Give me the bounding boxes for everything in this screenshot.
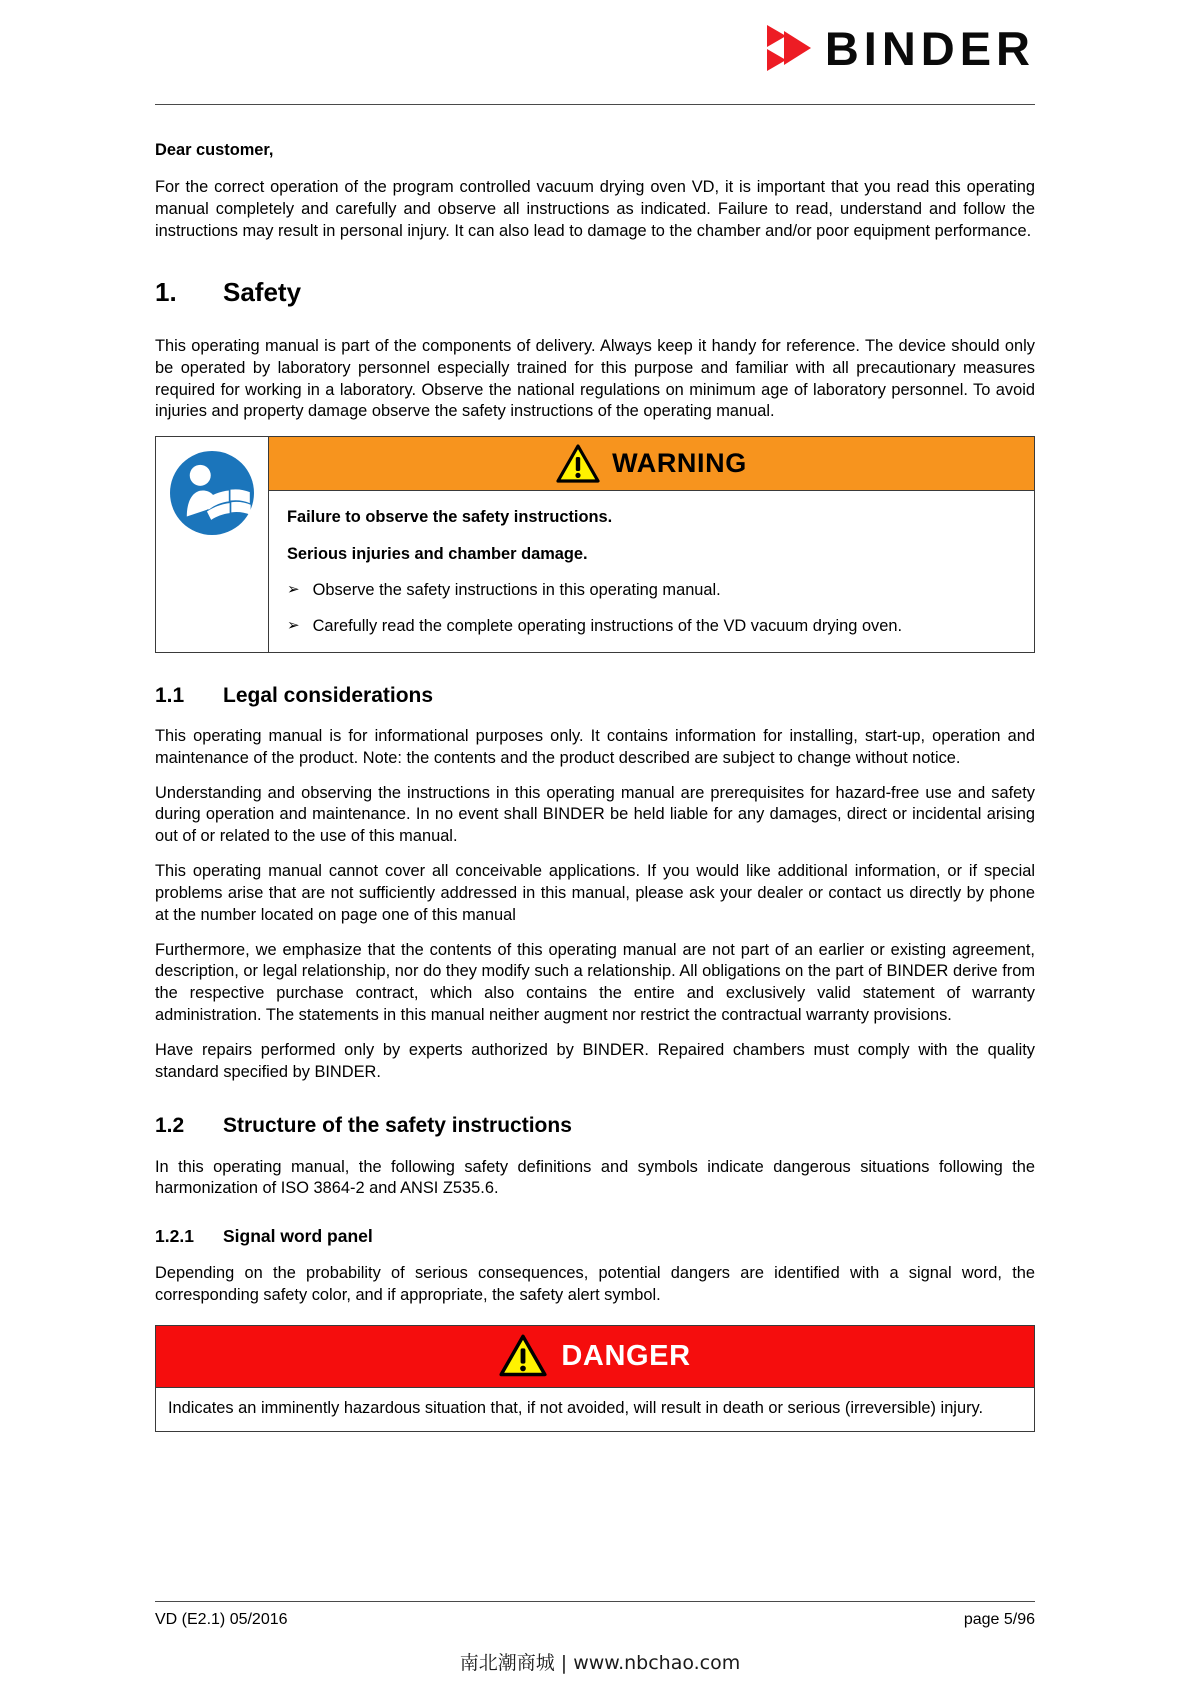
heading-safety-number: 1. — [155, 276, 177, 307]
heading-legal-considerations — [155, 683, 1035, 708]
warning-triangle-icon — [499, 1334, 547, 1378]
legal-paragraph-3: This operating manual cannot cover all conceivable applications. If you would like additional information, or if special problems arise that are not sufficiently addressed in this manual, please ask your dealer or contact us directly by phone at the number located on page one of this manual — [155, 862, 1035, 924]
footer-document-id: VD (E2.1) 05/2016 — [155, 1611, 288, 1628]
heading-signal-word-title: Signal word panel — [223, 1226, 373, 1247]
heading-signal-word-panel — [155, 1226, 1035, 1247]
read-manual-mandatory-icon — [170, 451, 254, 535]
heading-legal-title: Legal considerations — [223, 683, 434, 707]
warning-triangle-icon — [556, 444, 600, 484]
heading-safety — [155, 277, 1035, 308]
signal-word-paragraph-1: Depending on the probability of serious consequences, potential dangers are identified with a signal word, the corresponding safety color, and if appropriate, the safety alert symbol. — [155, 1264, 1035, 1305]
footer-page-number: page 5/96 — [963, 1611, 1035, 1628]
structure-paragraph-1: In this operating manual, the following safety definitions and symbols indicate dangerous situations following the harmonization of ISO 3864-2 and ANSI Z535.6. — [155, 1157, 1035, 1198]
page-header — [155, 14, 1035, 104]
legal-paragraph-2: Understanding and observing the instructions in this operating manual are prerequisites for hazard-free use and safety during operation and maintenance. In no event shall BINDER be held liable for any damages, direct or incidental arising out of or related to the use of this manual. — [155, 783, 1035, 846]
list-item-text: Carefully read the complete operating instructions of the VD vacuum drying oven. — [312, 616, 903, 635]
safety-paragraph: This operating manual is part of the components of delivery. Always keep it handy for reference. The device should only be operated by laboratory personnel especially trained for this purpose and familiar with all precautionary measures required for working in a laboratory. Observe the national regulations on minimum age of laboratory personnel. To avoid injuries and property damage observe the safety instructions of the operating manual. — [155, 336, 1035, 421]
danger-signal-word: DANGER — [561, 1339, 691, 1372]
page-footer — [155, 1611, 1035, 1629]
salutation: Dear customer, — [155, 141, 274, 159]
warning-panel — [155, 436, 1035, 653]
warning-signal-word: WARNING — [612, 448, 747, 479]
document-content — [155, 128, 1035, 1432]
list-item — [287, 580, 1018, 601]
legal-paragraph-4: Furthermore, we emphasize that the contents of this operating manual are not part of an earlier or existing agreement, description, or legal relationship, nor do they modify such a relationship. All obligations on the part of BINDER derive from the respective purchase contract, which also contains the entire and exclusively valid statement of warranty administration. The statements in this manual neither augment nor restrict the contractual warranty provisions. — [155, 940, 1035, 1024]
footer-divider — [155, 1601, 1035, 1602]
legal-paragraph-5: Have repairs performed only by experts authorized by BINDER. Repaired chambers must comply with the quality standard specified by BINDER. — [155, 1040, 1035, 1081]
heading-legal-number: 1.1 — [155, 683, 185, 707]
heading-safety-title: Safety — [223, 276, 302, 307]
heading-structure-number: 1.2 — [155, 1114, 185, 1138]
danger-signal-bar — [156, 1326, 1034, 1388]
legal-paragraph-1: This operating manual is for informational purposes only. It contains information for installing, start-up, operation and maintenance of the product. Note: the contents and the product described are subject to change without notice. — [155, 727, 1035, 767]
warning-signal-bar — [269, 437, 1034, 491]
warning-pictogram-cell — [156, 437, 269, 652]
heading-structure-safety-instructions — [155, 1113, 1035, 1138]
warning-body — [269, 437, 1034, 652]
arrow-bullet-icon: ➢ — [287, 616, 300, 634]
warning-content — [269, 491, 1034, 652]
heading-signal-word-number: 1.2.1 — [155, 1226, 194, 1247]
arrow-bullet-icon: ➢ — [287, 581, 300, 599]
footer-watermark: 南北潮商城 | www.nbchao.com — [459, 1652, 741, 1674]
heading-structure-title: Structure of the safety instructions — [223, 1114, 572, 1138]
list-item-text: Observe the safety instructions in this operating manual. — [312, 581, 721, 600]
warning-instruction-list — [287, 580, 1018, 637]
list-item — [287, 616, 1018, 637]
intro-paragraph: For the correct operation of the program controlled vacuum drying oven VD, it is important that you read this operating manual completely and carefully and observe all instructions as indicated. Failure to read, understand and follow the instructions may result in personal injury. It can also lead to damage to the chamber and/or poor equipment performance. — [155, 178, 1035, 240]
brand-wordmark: BINDER — [824, 21, 1035, 75]
danger-description: Indicates an imminently hazardous situation that, if not avoided, will result in death or serious (irreversible) injury. — [168, 1398, 984, 1417]
binder-logo — [767, 21, 1035, 75]
warning-consequence-line: Serious injuries and chamber damage. — [287, 544, 588, 563]
warning-hazard-line: Failure to observe the safety instructions. — [287, 508, 613, 527]
binder-triangles-icon — [767, 24, 811, 72]
header-divider — [155, 104, 1035, 105]
danger-panel — [155, 1325, 1035, 1432]
